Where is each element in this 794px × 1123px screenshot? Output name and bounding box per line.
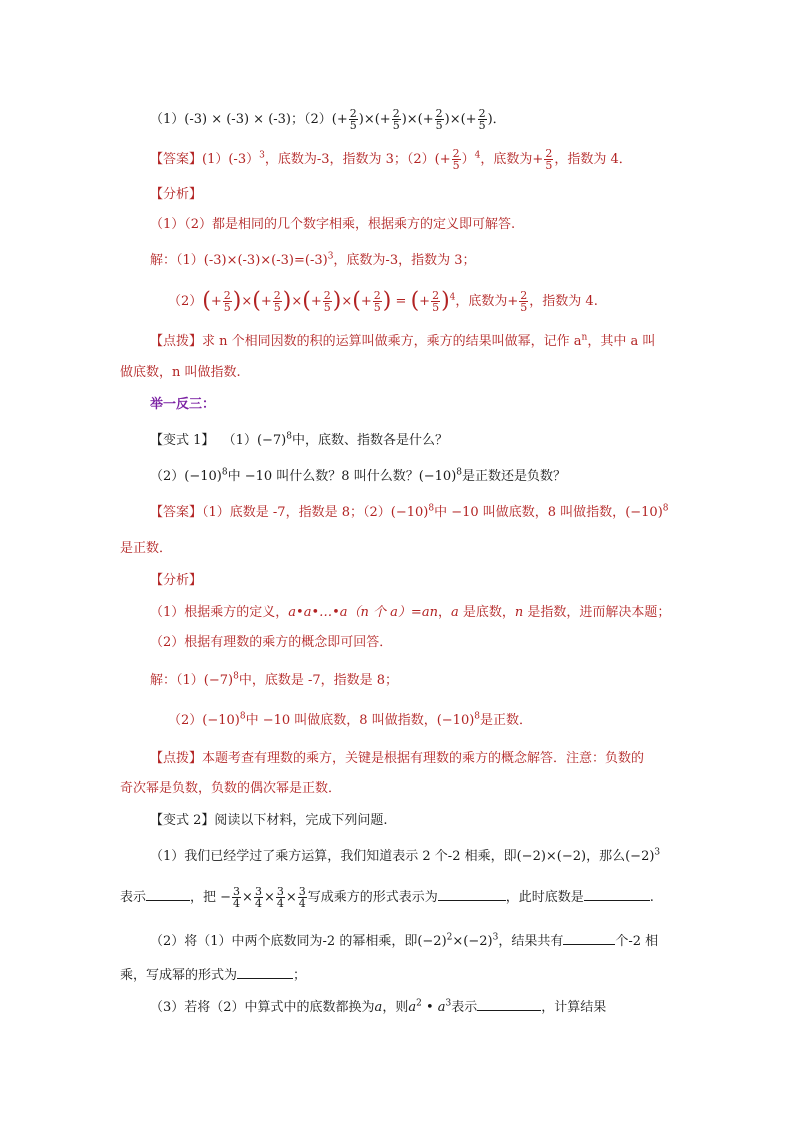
tip-line bbox=[150, 333, 655, 351]
text-span: 表示 bbox=[451, 1000, 478, 1015]
text-span: 中 −10 叫做底数，8 叫做指数， bbox=[245, 713, 437, 728]
fraction-numerator: 2 bbox=[435, 107, 443, 120]
answer-tag: 【答案】 bbox=[150, 152, 203, 167]
analysis-text: （2）根据有理数的乘方的概念即可回答． bbox=[150, 635, 393, 650]
fraction bbox=[276, 886, 285, 909]
answer-blank[interactable] bbox=[146, 888, 190, 901]
text-span: (−7) bbox=[203, 673, 234, 688]
fraction-denominator: 4 bbox=[298, 897, 306, 910]
big-parenthesis: ) bbox=[282, 288, 292, 314]
analysis-tag: 【分析】 bbox=[150, 187, 203, 202]
variant-question bbox=[150, 432, 448, 450]
answer-text: ，底数为-3，指数为 3；（2）(+ bbox=[264, 152, 451, 167]
text-span: . bbox=[649, 890, 654, 905]
variant-paragraph bbox=[120, 966, 306, 985]
text-span: (−10) bbox=[202, 713, 240, 728]
fraction-denominator: 5 bbox=[273, 301, 281, 314]
fraction-denominator: 5 bbox=[373, 301, 381, 314]
text-span: ，则 bbox=[382, 1000, 409, 1015]
times-text: )×(+ bbox=[358, 112, 391, 127]
variant-paragraph bbox=[150, 932, 658, 951]
fraction bbox=[392, 108, 401, 131]
text-span: × bbox=[285, 890, 297, 905]
text-span: × bbox=[241, 294, 253, 309]
fraction-numerator: 3 bbox=[276, 885, 284, 898]
variant-paragraph bbox=[150, 998, 606, 1017]
text-span: 求 n 个相同因数的积的运算叫做乘方，乘方的结果叫做幂，记作 a bbox=[202, 334, 582, 349]
text-span: 解：（1） bbox=[150, 673, 204, 688]
analysis-text bbox=[150, 604, 670, 622]
answer-blank[interactable] bbox=[438, 888, 506, 901]
big-parenthesis: ) bbox=[441, 288, 450, 314]
text-span: ； bbox=[293, 968, 307, 983]
variant-paragraph bbox=[150, 848, 660, 866]
text-span: × bbox=[291, 294, 303, 309]
fraction bbox=[452, 148, 461, 171]
text-span: a bbox=[374, 1000, 383, 1015]
fraction-denominator: 5 bbox=[520, 301, 528, 314]
big-parenthesis: ( bbox=[252, 288, 261, 314]
text-span: × bbox=[341, 294, 353, 309]
fraction-numerator: 3 bbox=[233, 885, 241, 898]
text-span: + bbox=[210, 294, 222, 309]
answer-line bbox=[150, 148, 632, 171]
text-span: (−10) bbox=[625, 505, 663, 520]
tip-line bbox=[150, 750, 644, 768]
big-parenthesis: ) bbox=[232, 288, 242, 314]
text-span: 解：（1）(-3)×(-3)×(-3)=(-3) bbox=[150, 253, 328, 268]
times-text: )×(+ bbox=[401, 112, 434, 127]
fraction bbox=[373, 290, 382, 313]
tip-line: 奇次幂是负数，负数的偶次幂是正数． bbox=[120, 781, 342, 796]
analysis-tag: 【分析】 bbox=[150, 573, 203, 588]
exponent: 3 bbox=[445, 998, 452, 1009]
text-span: ，此时底数是 bbox=[505, 890, 584, 905]
solution-line bbox=[150, 672, 398, 690]
solution-line bbox=[168, 290, 598, 313]
exponent: 3 bbox=[654, 847, 661, 858]
fraction-numerator: 2 bbox=[349, 107, 357, 120]
text-span: 中 −10 叫什么数？8 叫什么数？(−10) bbox=[227, 469, 457, 484]
text-span: （2）(−10) bbox=[150, 469, 222, 484]
text-span: × bbox=[263, 890, 275, 905]
exponent: 8 bbox=[221, 467, 228, 478]
answer-text: ） bbox=[461, 152, 475, 167]
fraction-denominator: 5 bbox=[349, 119, 357, 132]
fraction-denominator: 5 bbox=[223, 301, 231, 314]
fraction bbox=[232, 886, 241, 909]
fraction-denominator: 5 bbox=[323, 301, 331, 314]
text-span: (−10) bbox=[390, 505, 429, 520]
text-span: （2） bbox=[168, 294, 203, 309]
fraction bbox=[323, 290, 332, 313]
text-span: （1）我们已经学过了乘方运算，我们知道表示 2 个-2 相乘，即(−2)×(−2)，那么(−2) bbox=[150, 849, 655, 864]
exponent: 8 bbox=[428, 503, 435, 514]
fraction-numerator: 2 bbox=[373, 289, 381, 302]
big-parenthesis: ( bbox=[202, 288, 211, 314]
text-span: ，计算结果 bbox=[541, 1000, 607, 1015]
fraction-numerator: 2 bbox=[432, 289, 440, 302]
text-span: 是正数还是负数？ bbox=[462, 469, 567, 484]
exponent: 8 bbox=[286, 431, 292, 442]
text-span: ，指数为 4. bbox=[529, 294, 598, 309]
text-span: 乘，写成幂的形式为 bbox=[120, 968, 238, 983]
question-line bbox=[150, 108, 506, 131]
exponent: 8 bbox=[239, 711, 246, 722]
variant-paragraph bbox=[120, 886, 654, 909]
fraction bbox=[254, 886, 263, 909]
exponent: 2 bbox=[416, 998, 422, 1009]
end-text: )． bbox=[487, 112, 506, 127]
text-span: ，底数为-3，指数为 3； bbox=[333, 253, 476, 268]
fraction bbox=[223, 290, 232, 313]
text-span: 中，底数、指数各是什么？ bbox=[292, 433, 449, 448]
answer-text: ，底数为+ bbox=[480, 152, 544, 167]
exponent: 3 bbox=[327, 251, 334, 262]
text-span: 本题考查有理数的乘方，关键是根据有理数的乘方的概念解答．注意：负数的 bbox=[202, 751, 645, 766]
fraction-denominator: 5 bbox=[545, 159, 553, 172]
text-span: 【答案】 bbox=[150, 505, 203, 520]
fraction-numerator: 2 bbox=[452, 147, 460, 160]
text-span: （3）若将（2）中算式中的底数都换为 bbox=[150, 1000, 375, 1015]
big-parenthesis: ( bbox=[302, 288, 311, 314]
fraction-denominator: 4 bbox=[276, 897, 284, 910]
fraction-denominator: 5 bbox=[392, 119, 400, 132]
exponent: 3 bbox=[259, 150, 265, 161]
text-span: a•a•…•a（n 个 a）=an bbox=[288, 605, 438, 620]
fraction-denominator: 5 bbox=[452, 159, 460, 172]
exponent: 4 bbox=[474, 150, 481, 161]
text-span: ，其中 a 叫 bbox=[587, 334, 656, 349]
big-parenthesis: ) bbox=[382, 288, 392, 314]
solution-line bbox=[150, 252, 476, 270]
exponent: 8 bbox=[233, 671, 239, 682]
answer-blank[interactable] bbox=[477, 998, 541, 1011]
fraction-numerator: 2 bbox=[323, 289, 331, 302]
variant-question bbox=[150, 812, 388, 830]
text-span: 中 −10 叫做底数，8 叫做指数， bbox=[434, 505, 626, 520]
fraction-numerator: 2 bbox=[520, 289, 528, 302]
analysis-text: （1）（2）都是相同的几个数字相乘，根据乘方的定义即可解答. bbox=[150, 217, 516, 232]
fraction-denominator: 5 bbox=[432, 301, 440, 314]
text-span: 【变式 1】 bbox=[150, 433, 215, 448]
exponent: n bbox=[581, 332, 588, 343]
text-span: ， bbox=[437, 605, 451, 620]
text-span: a bbox=[437, 1000, 446, 1015]
big-parenthesis: ) bbox=[332, 288, 342, 314]
fraction-numerator: 3 bbox=[298, 885, 306, 898]
text-span: 【变式 2】 bbox=[150, 813, 215, 828]
text-span: ，把 − bbox=[190, 890, 232, 905]
fraction-numerator: 3 bbox=[254, 885, 262, 898]
text-span: 表示 bbox=[120, 890, 147, 905]
fraction bbox=[435, 108, 444, 131]
text-span: （2） bbox=[168, 713, 203, 728]
variant-question bbox=[150, 468, 566, 486]
exponent: 2 bbox=[446, 932, 453, 943]
text-span: ，结果共有 bbox=[498, 934, 564, 949]
big-parenthesis: ( bbox=[410, 288, 420, 314]
fraction-denominator: 5 bbox=[435, 119, 443, 132]
exponent: 8 bbox=[456, 467, 463, 478]
text-span: （1）(−7) bbox=[222, 433, 287, 448]
text-span: + bbox=[260, 294, 272, 309]
answer-text: ，指数为 4． bbox=[554, 152, 632, 167]
section-title: 举一反三： bbox=[150, 397, 216, 412]
text-span: (−10) bbox=[436, 713, 475, 728]
text-span: 个-2 相 bbox=[615, 934, 659, 949]
text-span: a bbox=[408, 1000, 417, 1015]
answer-blank[interactable] bbox=[584, 888, 650, 901]
text-span: + bbox=[360, 294, 372, 309]
exponent: 4 bbox=[449, 292, 456, 303]
fraction-numerator: 2 bbox=[223, 289, 231, 302]
text-span: n bbox=[514, 605, 524, 620]
fraction bbox=[298, 886, 307, 909]
text-span: 【点拨】 bbox=[150, 751, 203, 766]
fraction bbox=[349, 108, 358, 131]
exponent: 8 bbox=[474, 711, 481, 722]
answer-line bbox=[150, 504, 669, 522]
fraction bbox=[478, 108, 487, 131]
fraction-denominator: 4 bbox=[233, 897, 241, 910]
text-span: 是底数， bbox=[458, 605, 515, 620]
text-span: 是正数． bbox=[480, 713, 533, 728]
fraction-numerator: 2 bbox=[273, 289, 281, 302]
text-span: = bbox=[395, 294, 407, 309]
answer-text: (1）(-3） bbox=[202, 152, 260, 167]
text-span: × bbox=[242, 890, 253, 905]
text-span: （1）根据乘方的定义， bbox=[150, 605, 289, 620]
fraction-numerator: 2 bbox=[478, 107, 486, 120]
text-span: 【点拨】 bbox=[150, 334, 203, 349]
text-span: a bbox=[450, 605, 459, 620]
text-span: （2）将（1）中两个底数同为-2 的幂相乘，即(−2) bbox=[150, 934, 447, 949]
exponent: 8 bbox=[662, 503, 669, 514]
fraction-numerator: 2 bbox=[545, 147, 553, 160]
big-parenthesis: ( bbox=[352, 288, 361, 314]
text-span: ×(−2) bbox=[452, 934, 493, 949]
fraction bbox=[544, 148, 553, 171]
solution-line bbox=[168, 712, 532, 730]
text-span: 写成乘方的形式表示为 bbox=[307, 890, 438, 905]
exponent: 3 bbox=[492, 932, 499, 943]
text-span: ，底数为+ bbox=[455, 294, 519, 309]
answer-blank[interactable] bbox=[237, 966, 293, 979]
answer-blank[interactable] bbox=[563, 932, 615, 945]
text-span: （1）底数是 -7，指数是 8；（2） bbox=[202, 505, 391, 520]
text-span: + bbox=[419, 294, 431, 309]
fraction-denominator: 5 bbox=[478, 119, 486, 132]
text-span: 阅读以下材料，完成下列问题. bbox=[214, 813, 388, 828]
question-text: （1）(-3) × (-3) × (-3)；（2）(+ bbox=[150, 112, 348, 127]
fraction bbox=[431, 290, 440, 313]
tip-line: 做底数，n 叫做指数. bbox=[120, 365, 241, 380]
text-span: + bbox=[310, 294, 322, 309]
fraction bbox=[519, 290, 528, 313]
fraction-numerator: 2 bbox=[392, 107, 400, 120]
text-span: 是指数，进而解决本题； bbox=[523, 605, 671, 620]
times-text: )×(+ bbox=[444, 112, 477, 127]
answer-line: 是正数． bbox=[120, 541, 173, 556]
fraction-denominator: 4 bbox=[254, 897, 262, 910]
text-span: • bbox=[421, 1000, 438, 1015]
text-span: 中，底数是 -7，指数是 8； bbox=[238, 673, 399, 688]
fraction bbox=[273, 290, 282, 313]
